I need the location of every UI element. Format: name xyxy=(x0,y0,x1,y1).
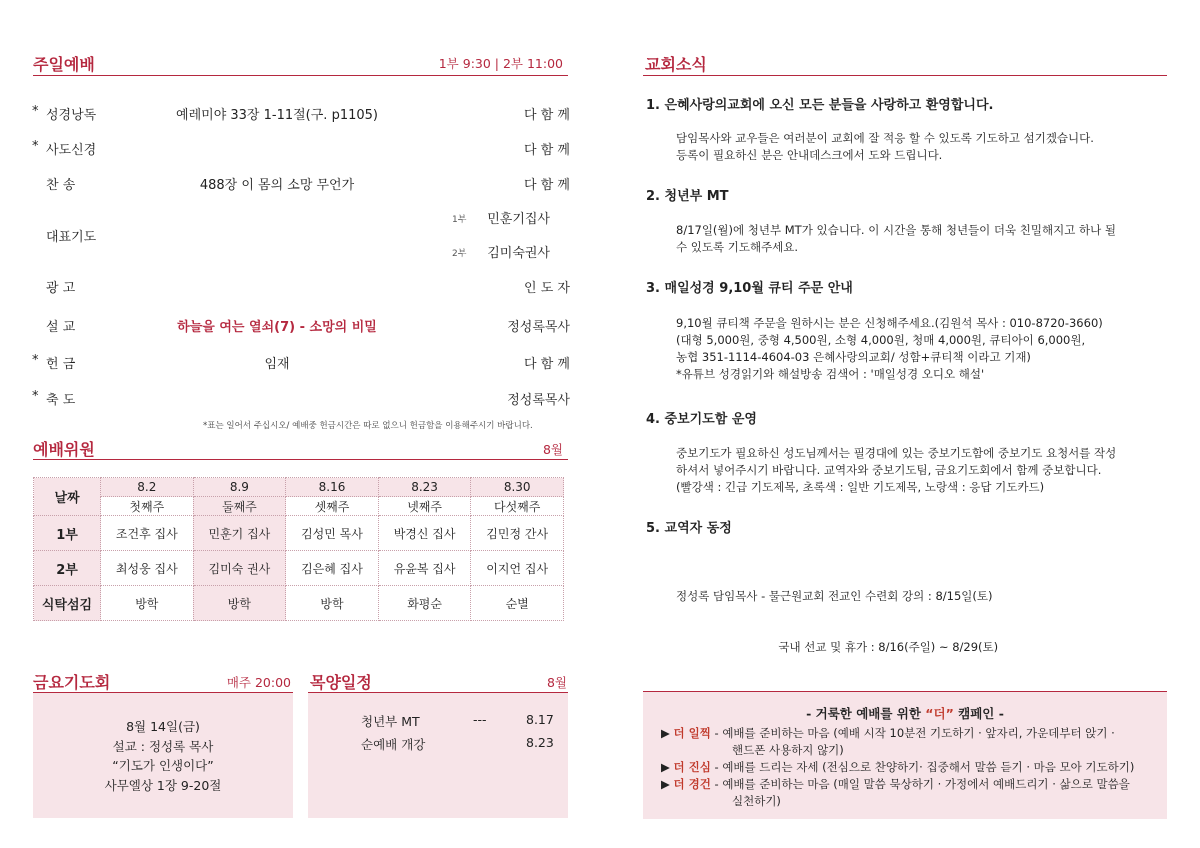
date-cell: 8.30 xyxy=(471,478,564,497)
duty-cell: 방학 xyxy=(193,586,286,621)
news-heading: 2. 청년부 MT xyxy=(646,189,729,204)
duty-cell: 순별 xyxy=(471,586,564,621)
duty-cell: 화평순 xyxy=(378,586,471,621)
pastoral-box xyxy=(308,693,568,818)
triangle-icon: ▶ xyxy=(661,777,670,791)
sermon-title: 하늘을 여는 열쇠(7) - 소망의 비밀 xyxy=(177,320,377,335)
news-body: 8/17일(월)에 청년부 MT가 있습니다. 이 시간을 통해 청년들이 더욱 친밀해지고 하나 될 수 있도록 기도해주세요. xyxy=(676,223,1116,254)
order-leader: 다 함 께 xyxy=(524,108,570,123)
friday-box xyxy=(33,693,293,818)
duty-cell: 김성민 목사 xyxy=(286,516,379,551)
order-leader: 다 함 께 xyxy=(524,357,570,372)
worship-note: *표는 일어서 주십시오/ 예배중 헌금시간은 따로 없으니 헌금함을 이용해주시기 바랍니다. xyxy=(203,421,533,431)
pastoral-month: 8월 xyxy=(546,675,567,690)
prayer-s2-name: 김미숙권사 xyxy=(487,246,550,261)
worship-row xyxy=(32,316,570,336)
prayer-label: 대표기도 xyxy=(46,230,97,245)
week-cell: 넷째주 xyxy=(378,497,471,516)
row-header: 2부 xyxy=(34,551,101,586)
row-header: 식탁섬김 xyxy=(34,586,101,621)
order-label: 헌 금 xyxy=(46,357,76,372)
order-label: 설 교 xyxy=(46,320,76,335)
order-leader: 정성록목사 xyxy=(507,320,570,335)
pastoral-item-name: 청년부 MT xyxy=(361,714,420,729)
date-header: 날짜 xyxy=(34,478,101,516)
news-rule xyxy=(643,75,1167,76)
duty-cell: 이지언 집사 xyxy=(471,551,564,586)
friday-line: 설교 : 정성록 목사 xyxy=(112,738,214,754)
friday-title: 금요기도회 xyxy=(33,673,111,692)
order-label: 성경낭독 xyxy=(46,108,97,123)
order-leader: 다 함 께 xyxy=(524,143,570,158)
pastoral-item-sep: --- xyxy=(473,712,487,727)
campaign-item: ▶ 더 일찍 - 예배를 준비하는 마음 (예배 시작 10분전 기도하기 · 앞자리, 가운데부터 앉기 · xyxy=(661,726,1115,740)
prayer-s2-tag: 2부 xyxy=(452,249,467,259)
week-cell: 셋째주 xyxy=(286,497,379,516)
worship-rule xyxy=(33,75,568,76)
news-body: 9,10월 큐티책 주문을 원하시는 분은 신청해주세요.(김원석 목사 : 010-8720-3660) (대형 5,000원, 중형 4,500원, 소형 4,000원, 청매 4,000원, 큐티아이 6,000원, 농협 351-1114-4604-03 은혜사랑의교회/ 성함+큐티책 이라고 기재) *유튜브 성경읽기와 해설방송 검색어 : '매일성경 오디오 해설' xyxy=(676,316,1103,381)
duty-table xyxy=(33,477,564,621)
prayer-s1-name: 민훈기집사 xyxy=(487,212,550,227)
campaign-title: - 거룩한 예배를 위한 “더” 캠페인 - xyxy=(806,706,1004,721)
duty-cell: 방학 xyxy=(101,586,194,621)
pastoral-title: 목양일정 xyxy=(310,673,372,692)
campaign-box xyxy=(643,691,1167,819)
campaign-item: ▶ 더 진심 - 예배를 드리는 자세 (전심으로 찬양하기· 집중해서 말씀 듣기 · 마음 모아 기도하기) xyxy=(661,760,1135,774)
worship-row xyxy=(32,174,570,194)
news-heading: 1. 은혜사랑의교회에 오신 모든 분들을 사랑하고 환영합니다. xyxy=(646,98,994,113)
news-body: 중보기도가 필요하신 성도님께서는 필경대에 있는 중보기도함에 중보기도 요청서를 작성 하셔서 넣어주시기 바랍니다. 교역자와 중보기도팀, 금요기도회에서 함께 중보합니다. (빨강색 : 긴급 기도제목, 초록색 : 일반 기도제목, 노랑색 : 응답 기도카드) xyxy=(676,446,1117,494)
worship-row xyxy=(32,353,570,373)
duty-title: 예배위원 xyxy=(33,440,95,459)
news-heading: 5. 교역자 동정 xyxy=(646,521,732,536)
friday-line: 사무엘상 1장 9-20절 xyxy=(104,777,222,793)
duty-cell: 김은혜 집사 xyxy=(286,551,379,586)
news-body: 담임목사와 교우들은 여러분이 교회에 잘 적응 할 수 있도록 기도하고 섬기겠습니다. 등록이 필요하신 분은 안내데스크에서 도와 드립니다. xyxy=(676,131,1094,162)
friday-time: 매주 20:00 xyxy=(226,675,291,690)
worship-row xyxy=(32,277,570,297)
duty-cell: 김민정 간사 xyxy=(471,516,564,551)
row-header: 1부 xyxy=(34,516,101,551)
week-cell: 첫째주 xyxy=(101,497,194,516)
duty-cell: 유윤복 집사 xyxy=(378,551,471,586)
order-label: 찬 송 xyxy=(46,178,76,193)
order-label: 사도신경 xyxy=(46,143,97,158)
order-label: 축 도 xyxy=(46,393,76,408)
worship-time: 1부 9:30 | 2부 11:00 xyxy=(438,56,563,71)
duty-cell: 김미숙 권사 xyxy=(193,551,286,586)
news-heading: 4. 중보기도함 운영 xyxy=(646,412,757,427)
campaign-item: ▶ 더 경건 - 예배를 준비하는 마음 (매일 말씀 묵상하기 · 가정에서 예배드리기 · 삶으로 말씀을 xyxy=(661,777,1130,791)
order-leader: 인 도 자 xyxy=(524,281,570,296)
week-cell: 다섯째주 xyxy=(471,497,564,516)
triangle-icon: ▶ xyxy=(661,726,670,740)
stand-mark: * xyxy=(32,353,39,368)
friday-line: “기도가 인생이다” xyxy=(112,758,214,773)
date-cell: 8.2 xyxy=(101,478,194,497)
worship-title: 주일예배 xyxy=(33,55,95,74)
stand-mark: * xyxy=(32,389,39,404)
news-heading: 3. 매일성경 9,10월 큐티 주문 안내 xyxy=(646,281,853,296)
date-cell: 8.9 xyxy=(193,478,286,497)
duty-cell: 박경신 집사 xyxy=(378,516,471,551)
duty-cell: 최성웅 집사 xyxy=(101,551,194,586)
pastoral-item-name: 순예배 개강 xyxy=(361,737,426,752)
week-cell: 둘째주 xyxy=(193,497,286,516)
duty-cell: 민훈기 집사 xyxy=(193,516,286,551)
worship-row xyxy=(32,104,570,124)
date-cell: 8.16 xyxy=(286,478,379,497)
worship-row xyxy=(32,389,570,409)
order-leader: 정성록목사 xyxy=(507,393,570,408)
date-cell: 8.23 xyxy=(378,478,471,497)
duty-rule xyxy=(33,459,568,460)
news-body: 정성록 담임목사 - 물근원교회 전교인 수련회 강의 : 8/15일(토) 국내 선교 및 휴가 : 8/16(주일) ~ 8/29(토) xyxy=(676,589,999,654)
prayer-s1-tag: 1부 xyxy=(452,215,467,225)
triangle-icon: ▶ xyxy=(661,760,670,774)
order-leader: 다 함 께 xyxy=(524,178,570,193)
order-content: 임재 xyxy=(264,357,290,372)
order-content: 488장 이 몸의 소망 무언가 xyxy=(199,178,355,193)
duty-cell: 조건후 집사 xyxy=(101,516,194,551)
stand-mark: * xyxy=(32,139,39,154)
pastoral-item-date: 8.23 xyxy=(526,735,554,750)
stand-mark: * xyxy=(32,104,39,119)
duty-month: 8월 xyxy=(542,442,563,457)
order-label: 광 고 xyxy=(46,281,76,296)
duty-cell: 방학 xyxy=(286,586,379,621)
worship-row xyxy=(32,139,570,159)
friday-line: 8월 14일(금) xyxy=(126,719,200,734)
order-content: 예레미야 33장 1-11절(구. p1105) xyxy=(176,108,378,123)
campaign-item-cont: 핸드폰 사용하지 않기) xyxy=(732,743,844,757)
campaign-item-cont: 실천하기) xyxy=(732,794,781,808)
news-title: 교회소식 xyxy=(645,55,707,74)
pastoral-item-date: 8.17 xyxy=(526,712,554,727)
